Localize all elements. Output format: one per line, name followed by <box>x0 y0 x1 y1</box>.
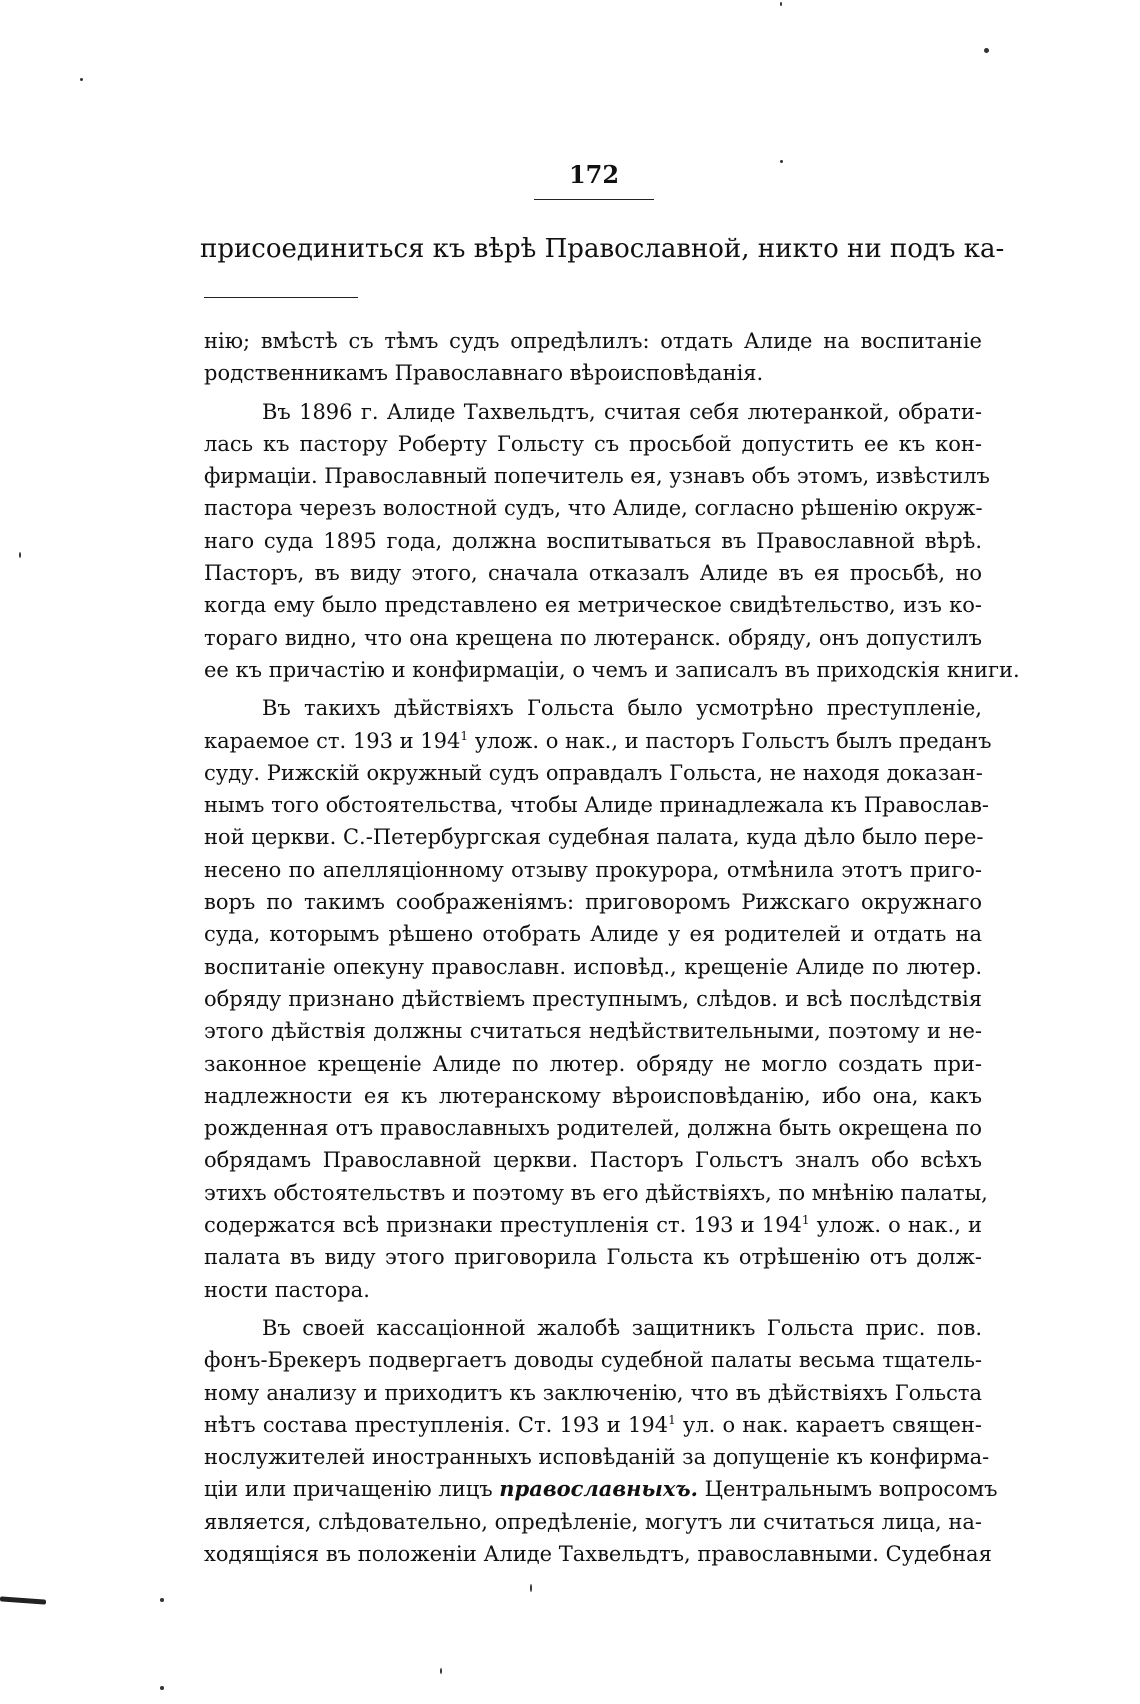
text-line: нѣтъ состава преступленія. Ст. 193 и $194^1$ ул. о нак. караетъ священ- <box>204 1412 982 1437</box>
scan-edge-mark <box>0 1596 46 1604</box>
text-line: Въ такихъ дѣйствіяхъ Гольста было усмотрѣно преступленіе, <box>262 696 982 721</box>
text-line: воръ по такимъ соображеніямъ: приговоромъ Рижскаго окружнаго <box>204 890 982 915</box>
text-line: ціи или причащенію лицъ православныхъ. Центральнымъ вопросомъ <box>204 1476 998 1502</box>
text-line: является, слѣдовательно, опредѣленіе, могутъ ли считаться лица, на- <box>204 1509 982 1534</box>
paragraph <box>204 1312 998 1570</box>
scan-speck <box>780 2 782 6</box>
text-line: тораго видно, что она крещена по лютеранск. обряду, онъ допустилъ <box>204 625 982 650</box>
page-number: 172 <box>568 160 620 189</box>
text-line: надлежности ея къ лютеранскому вѣроисповѣданію, ибо она, какъ <box>204 1083 982 1108</box>
scan-speck <box>984 48 989 53</box>
scan-speck <box>80 78 83 81</box>
text-line: ной церкви. С.-Петербургская судебная палата, куда дѣло было пере- <box>204 825 984 850</box>
paragraph <box>204 396 1020 687</box>
text-line: фирмаціи. Православный попечитель ея, узнавъ объ этомъ, извѣстилъ <box>204 464 990 489</box>
text-line: ности пастора. <box>204 1277 370 1302</box>
text-line: ходящіяся въ положеніи Алиде Тахвельдтъ, православными. Судебная <box>204 1541 992 1566</box>
paragraph <box>204 325 982 390</box>
text-line: палата въ виду этого приговорила Гольста къ отрѣшенію отъ долж- <box>204 1245 982 1270</box>
page-number-rule <box>534 199 654 200</box>
main-text <box>204 325 1020 1570</box>
text-line: нію; вмѣстѣ съ тѣмъ судъ опредѣлилъ: отдать Алиде на воспитаніе <box>204 329 982 353</box>
text-line: нымъ того обстоятельства, чтобы Алиде принадлежала къ Православ- <box>204 793 990 818</box>
scan-speck <box>440 1668 442 1674</box>
text-line: этихъ обстоятельствъ и поэтому въ его дѣйствіяхъ, по мнѣнію палаты, <box>204 1180 988 1205</box>
scan-speck <box>530 1584 532 1592</box>
scan-speck <box>19 552 21 558</box>
text-line: обряду признано дѣйствіемъ преступнымъ, слѣдов. и всѣ послѣдствія <box>204 986 982 1011</box>
text-line: ному анализу и приходитъ къ заключенію, что въ дѣйствіяхъ Гольста <box>204 1380 982 1405</box>
text-line: наго суда 1895 года, должна воспитываться въ Православной вѣрѣ. <box>204 528 982 553</box>
section-divider-rule <box>204 297 358 298</box>
text-line: родственникамъ Православнаго вѣроисповѣданія. <box>204 361 764 386</box>
text-line: рожденная отъ православныхъ родителей, должна быть окрещена по <box>204 1116 982 1141</box>
text-line: Пасторъ, въ виду этого, сначала отказалъ Алиде въ ея просьбѣ, но <box>204 561 982 586</box>
text-line: несено по апелляціонному отзыву прокурора, отмѣнила этотъ приго- <box>204 857 982 882</box>
text-line: Въ своей кассаціонной жалобѣ защитникъ Гольста прис. пов. <box>262 1315 982 1340</box>
text-line: нослужителей иностранныхъ исповѣданій за допущеніе къ конфирма- <box>204 1445 990 1470</box>
paragraph <box>204 692 992 1306</box>
text-line: лась къ пастору Роберту Гольсту съ просьбой допустить ее къ кон- <box>204 431 982 456</box>
scan-speck <box>160 1598 164 1602</box>
text-line: этого дѣйствія должны считаться недѣйствительными, поэтому и не- <box>204 1019 982 1044</box>
text-line: пастора черезъ волостной судъ, что Алиде, согласно рѣшенію окруж- <box>204 496 983 521</box>
scan-speck <box>780 160 783 163</box>
text-line: когда ему было представлено ея метрическое свидѣтельство, изъ ко- <box>204 593 982 618</box>
scan-speck <box>160 1686 164 1690</box>
text-line: фонъ-Брекеръ подвергаетъ доводы судебной палаты весьма тщатель- <box>204 1348 982 1373</box>
text-line: ее къ причастію и конфирмаціи, о чемъ и записалъ въ приходскія книги. <box>204 657 1020 682</box>
text-line: воспитаніе опекуну православн. исповѣд., крещеніе Алиде по лютер. <box>204 954 982 979</box>
text-line: содержатся всѣ признаки преступленія ст. 193 и $194^1$ улож. о нак., и <box>204 1213 982 1238</box>
text-line: обрядамъ Православной церкви. Пасторъ Гольстъ зналъ обо всѣхъ <box>204 1148 982 1173</box>
text-line: караемое ст. 193 и $194^1$ улож. о нак., и пасторъ Гольстъ былъ преданъ <box>204 728 992 753</box>
text-line: законное крещеніе Алиде по лютер. обряду не могло создать при- <box>204 1051 982 1076</box>
text-line: Въ 1896 г. Алиде Тахвельдтъ, считая себя лютеранкой, обрати- <box>262 399 982 424</box>
text-line: суду. Рижскій окружный судъ оправдалъ Гольста, не находя доказан- <box>204 760 983 785</box>
text-line: суда, которымъ рѣшено отобрать Алиде у ея родителей и отдать на <box>204 922 982 947</box>
footnote-continuation-line: присоединиться къ вѣрѣ Православной, никто ни подъ ка- <box>200 234 1005 264</box>
